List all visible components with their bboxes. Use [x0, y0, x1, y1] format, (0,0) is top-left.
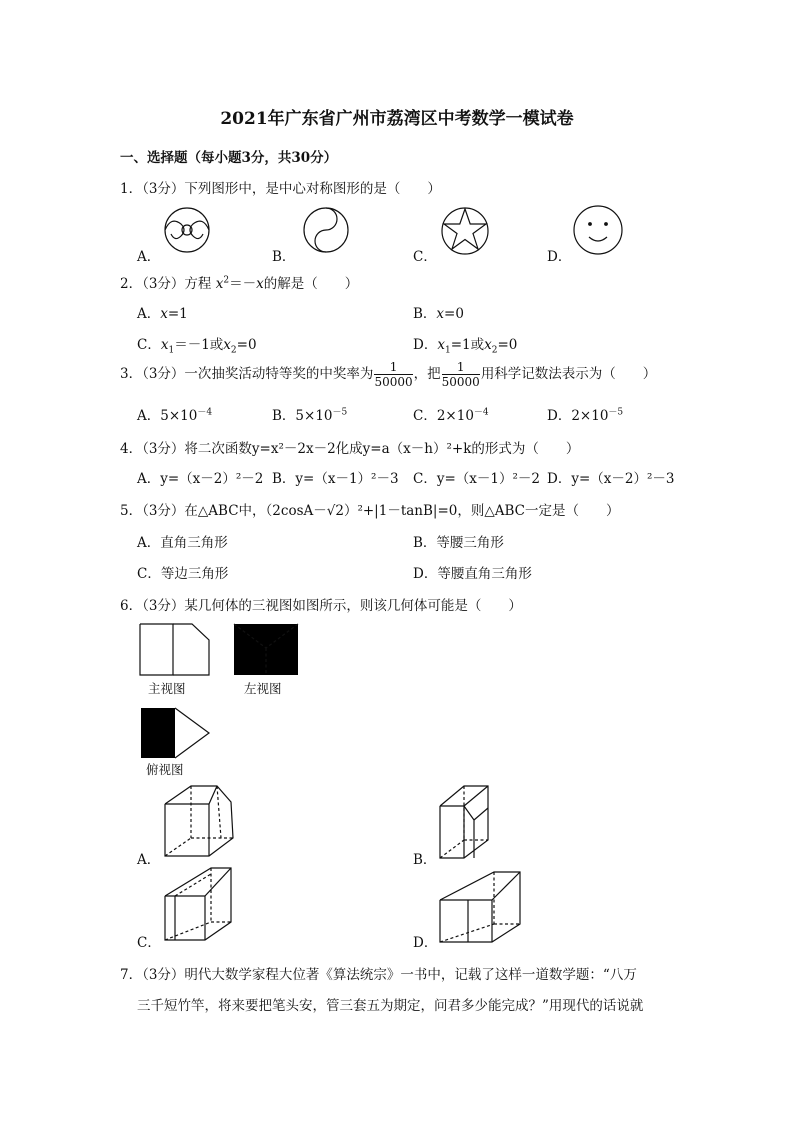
q3-c-base: C．2×10 [413, 408, 474, 424]
left-view-figure [234, 624, 300, 676]
q4-option-b: B．y=（x－1）²－3 [272, 471, 399, 487]
figure-smiley-face [573, 205, 625, 257]
figure-yin-yang [302, 206, 352, 256]
q2-d-end: =0 [497, 337, 518, 353]
solid-option-b [440, 784, 512, 858]
q1-option-c: C． [413, 249, 437, 265]
q2-d-label: D． [413, 337, 438, 353]
q2-b-label: B． [413, 306, 437, 322]
q3-option-c [413, 404, 489, 424]
figure-circle-with-loops [163, 206, 213, 256]
q5-option-d: D．等腰直角三角形 [413, 566, 532, 582]
q4-option-c: C．y=（x－1）²－2 [413, 471, 540, 487]
front-view-label: 主视图 [148, 681, 186, 696]
q3-d-exp: －5 [608, 407, 624, 418]
q2-option-b: B．x=0 [413, 306, 464, 322]
q6-option-d: D． [413, 935, 438, 951]
q4-option-a: A．y=（x－2）²－2 [137, 471, 264, 487]
q5-option-b: B．等腰三角形 [413, 535, 504, 551]
solid-option-a [165, 784, 243, 858]
q4-stem: 4．（3分）将二次函数y=x²－2x－2化成y=a（x－h）²+k的形式为（ ） [120, 441, 580, 457]
q2-a-eq: =1 [167, 306, 188, 322]
solid-option-d [440, 870, 524, 942]
q6-stem: 6．（3分）某几何体的三视图如图所示，则该几何体可能是（ ） [120, 598, 522, 614]
q5-option-c: C．等边三角形 [137, 566, 229, 582]
q3-a-base: A．5×10 [137, 408, 198, 424]
q3-stem-a: 3．（3分）一次抽奖活动特等奖的中奖率为 [120, 366, 374, 382]
q6-option-b: B． [413, 852, 437, 868]
q2-option-a: A．x=1 [137, 306, 188, 322]
q3-fraction-1-den: 50000 [374, 375, 413, 389]
q5-stem: 5．（3分）在△ABC中，（2cosA－√2）²+|1－tanB|=0，则△ABC一定是（ ） [120, 503, 620, 519]
q5-option-a: A．直角三角形 [137, 535, 228, 551]
q2-stem: 2．（3分）方程 $x^2=-x$的解是（ ） [120, 275, 359, 292]
q3-stem-b: ，把 [413, 366, 441, 382]
q3-stem [120, 360, 656, 389]
q3-b-exp: －5 [332, 407, 348, 418]
q3-option-b [272, 404, 347, 424]
section-heading: 一、选择题（每小题3分，共30分） [120, 150, 338, 166]
page-title: 2021年广东省广州市荔湾区中考数学一模试卷 [220, 109, 574, 129]
q2-option-c: C．$x_1=-1$或$x_2=0$ [137, 337, 257, 356]
q4-option-d: D．y=（x－2）²－3 [547, 471, 675, 487]
figure-star-in-circle [440, 206, 492, 258]
q2-stem-a: 2．（3分）方程 [120, 276, 216, 292]
q3-option-a [137, 404, 212, 424]
q2-c-end: =0 [236, 337, 257, 353]
q2-c-label: C． [137, 337, 161, 353]
q1-option-b: B． [272, 249, 296, 265]
q1-stem: 1．（3分）下列图形中，是中心对称图形的是（ ） [120, 181, 441, 197]
q7-line-1: 7．（3分）明代大数学家程大位著《算法统宗》一书中，记载了这样一道数学题：“八万 [120, 967, 637, 983]
q3-a-exp: －4 [197, 407, 213, 418]
q6-option-c: C． [137, 935, 161, 951]
q3-b-base: B．5×10 [272, 408, 333, 424]
q3-option-d [547, 404, 623, 424]
q3-fraction-1-num: 1 [374, 360, 412, 375]
q2-c-mid: ＝－1或 [174, 337, 224, 353]
q1-option-d: D． [547, 249, 572, 265]
q2-d-mid: =1或 [450, 337, 485, 353]
q3-d-base: D．2×10 [547, 408, 609, 424]
top-view-label: 俯视图 [146, 762, 184, 777]
q1-option-a: A． [137, 249, 161, 265]
solid-option-c [165, 866, 235, 942]
q7-line-2: 三千短竹竿，将来要把笔头安，管三套五为期定，问君多少能完成？”用现代的话说就 [137, 998, 644, 1014]
q6-option-a: A． [137, 852, 161, 868]
q2-stem-b: 的解是（ ） [263, 276, 359, 292]
q3-fraction-1 [374, 360, 412, 389]
q2-option-d: D．$x_1=1$或$x_2=0$ [413, 337, 518, 356]
q3-fraction-2-num: 1 [442, 360, 480, 375]
q3-c-exp: －4 [473, 407, 489, 418]
q2-b-eq: =0 [444, 306, 464, 322]
q3-fraction-2 [442, 360, 480, 389]
q3-stem-c: 用科学记数法表示为（ ） [480, 366, 657, 382]
q2-a-label: A． [137, 306, 161, 322]
front-view-figure [140, 624, 210, 676]
q3-fraction-2-den: 50000 [441, 375, 480, 389]
left-view-label: 左视图 [244, 681, 282, 696]
top-view-figure [141, 708, 211, 760]
